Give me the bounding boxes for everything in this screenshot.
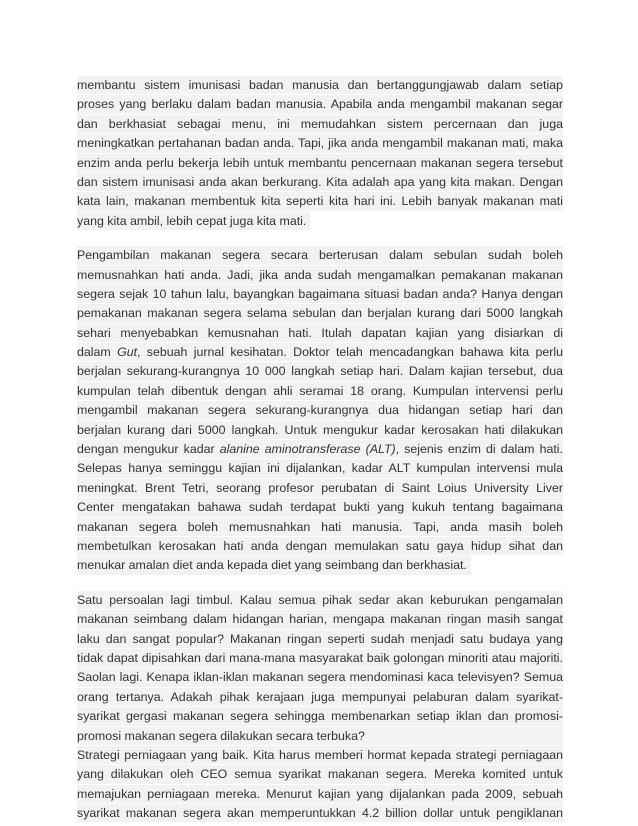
text-line: Pengambilan makanan segera secara berterusan dalam sebulan sudah boleh [77, 246, 563, 265]
paragraph-business-strategy [77, 746, 563, 824]
text-line: yang kita ambil, lebih cepat juga kita mati. [77, 212, 310, 231]
text-run: dalam [77, 345, 118, 360]
text-line: meningkat. Brent Tetri, seorang profesor perubatan di Saint Loius University Liver [77, 479, 563, 498]
text-line: yang dilakukan oleh CEO semua syarikat makanan segera. Mereka komited untuk [77, 765, 563, 784]
text-run: dengan mengukur kadar [77, 442, 220, 457]
text-line: proses yang berlaku dalam badan manusia. Apabila anda mengambil makanan segar [77, 95, 563, 114]
text-line: pemakanan makanan segera selama sebulan dan berjalan kurang dari 5000 langkah [77, 304, 563, 323]
text-line: dan berkhasiat sebagai menu, ini memudahkan sistem percernaan dan juga [77, 115, 563, 134]
text-line: Saolan lagi. Kenapa iklan-iklan makanan segera mendominasi kaca televisyen? Semua [77, 668, 563, 687]
text-line-with-italic [77, 440, 563, 459]
text-line: membantu sistem imunisasi badan manusia dan bertanggungjawab dalam setiap [77, 76, 563, 95]
text-line-with-italic [77, 343, 563, 362]
paragraph-liver-study [77, 246, 563, 581]
text-line: segera sejak 10 tahun lalu, bayangkan bagaimana situasi badan anda? Hanya dengan [77, 285, 563, 304]
text-line: enzim anda perlu bekerja lebih untuk membantu pencernaan makanan segera tersebut [77, 154, 563, 173]
text-line: memusnahkan hati anda. Jadi, jika anda sudah mengamalkan pemakanan makanan [77, 266, 563, 285]
text-line: berjalan kurang dari 5000 langkah. Untuk mengukur kadar kerosakan hati dilakukan [77, 421, 563, 440]
text-line: kumpulan telah dibentuk dengan ahli seramai 18 orang. Kumpulan intervensi perlu [77, 382, 563, 401]
paragraph-immune-system [77, 76, 563, 236]
text-line: makanan segera boleh memusnahkan hati manusia. Tapi, anda masih boleh [77, 518, 563, 537]
text-line: dan sistem imunisasi anda akan berkurang. Kita adalah apa yang kita makan. Dengan [77, 173, 563, 192]
text-line: Selepas hanya seminggu kajian ini dijalankan, kadar ALT kumpulan intervensi mula [77, 459, 563, 478]
text-run: , sebuah jurnal kesihatan. Doktor telah mencadangkan bahawa kita perlu [137, 345, 563, 360]
text-line: Strategi perniagaan yang baik. Kita harus memberi hormat kepada strategi perniagaan [77, 746, 563, 765]
text-line: memajukan perniagaan mereka. Menurut kajian yang dijalankan pada 2009, sebuah [77, 785, 563, 804]
paragraph-snack-culture [77, 591, 563, 746]
text-line: syarikat gergasi makanan segera sehingga membenarkan setiap iklan dan promosi- [77, 707, 563, 726]
text-line: Center mengatakan bahawa sudah terdapat bukti yang kukuh tentang bagaimana [77, 498, 563, 517]
text-line: tidak dapat dipisahkan dari mana-mana masyarakat baik golongan minoriti atau majoriti. [77, 649, 563, 668]
text-line: laku dan sangat popular? Makanan ringan seperti sudah menjadi satu budaya yang [77, 630, 563, 649]
text-line: orang tertanya. Adakah pihak kerajaan juga mempunyai pelaburan dalam syarikat- [77, 688, 563, 707]
text-line: sehari menyebabkan kemusnahan hati. Itulah dapatan kajian yang disiarkan di [77, 324, 563, 343]
text-line: Satu persoalan lagi timbul. Kalau semua pihak sedar akan keburukan pengamalan [77, 591, 563, 610]
text-line: berjalan sekurang-kurangnya 10 000 langkah setiap hari. Dalam kajian tersebut, dua [77, 362, 563, 381]
text-line: meningkatkan pertahanan badan anda. Tapi, jika anda mengambil makanan mati, maka [77, 134, 563, 153]
text-line: menukar amalan diet anda kepada diet yang seimbang dan berkhasiat. [77, 556, 471, 575]
text-line: syarikat makanan segera akan memperuntukkan 4.2 billion dollar untuk pengiklanan [77, 804, 563, 823]
text-line: makanan seimbang dalam hidangan harian, mengapa makanan ringan masih sangat [77, 610, 563, 629]
text-line: promosi makanan segera dilakukan secara terbuka? [77, 727, 563, 746]
text-line: membetulkan kerosakan hati anda dengan memulakan satu gaya hidup sihat dan [77, 537, 563, 556]
text-line: kata lain, makanan membentuk kita seperti kita hari ini. Lebih banyak makanan mati [77, 192, 563, 211]
document-body [77, 76, 563, 823]
text-run: , sejenis enzim di dalam hati. [395, 442, 563, 457]
enzyme-name-italic: alanine aminotransferase (ALT) [219, 442, 396, 457]
journal-name-italic: Gut [117, 345, 138, 360]
text-line: mengambil makanan segera sekurang-kurangnya dua hidangan setiap hari dan [77, 401, 563, 420]
